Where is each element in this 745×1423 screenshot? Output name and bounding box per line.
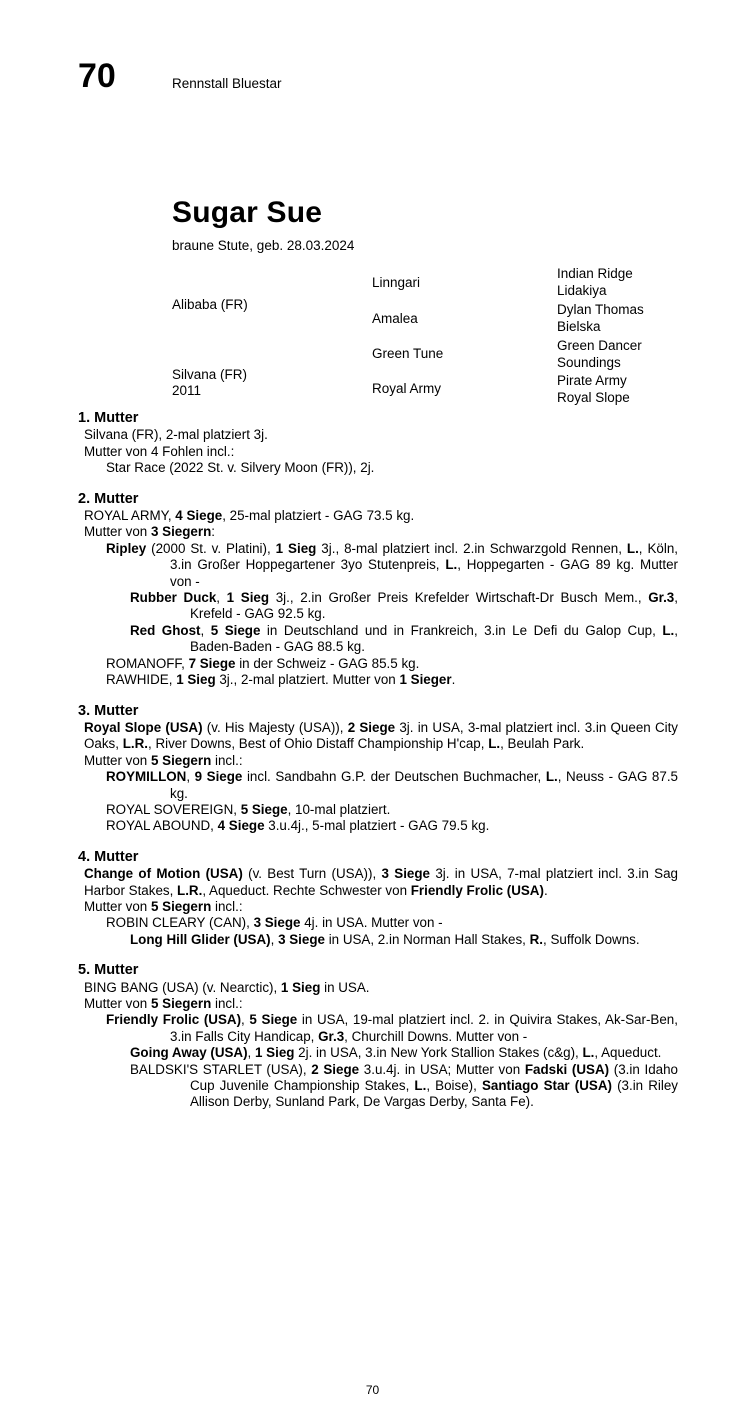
pedigree-line: Rubber Duck, 1 Sieg 3j., 2.in Großer Preis Krefelder Wirtschaft-Dr Busch Mem., Gr.3, Krefeld - GAG 92.5 kg. [130, 590, 678, 622]
pedigree-line: Royal Slope (USA) (v. His Majesty (USA)), 2 Siege 3j. in USA, 3-mal platziert incl. 3.in Queen City Oaks, L.R., River Downs, Best of Ohio Distaff Championship H'cap, L., Beulah Park. [84, 719, 678, 752]
section-title: 2. Mutter [78, 490, 139, 507]
pedigree-dam: Silvana (FR) [172, 367, 248, 382]
section-title: 5. Mutter [78, 962, 139, 979]
pedigree-gen3-h: Royal Slope [557, 390, 630, 405]
pedigree-line: RAWHIDE, 1 Sieg 3j., 2-mal platziert. Mutter von 1 Sieger. [106, 672, 456, 688]
pedigree-gen3-f: Soundings [557, 355, 621, 370]
pedigree-text-body [78, 410, 678, 1111]
pedigree-gen3-g: Pirate Army [557, 373, 627, 388]
catalog-page [0, 58, 745, 1423]
pedigree-line: Mutter von 5 Siegern incl.: [84, 996, 243, 1011]
section-title: 3. Mutter [78, 702, 139, 719]
pedigree-line: Change of Motion (USA) (v. Best Turn (USA)), 3 Siege 3j. in USA, 7-mal platziert incl. 3.in Sag Harbor Stakes, L.R., Aqueduct. Rechte Schwester von Friendly Frolic (USA). [84, 866, 678, 898]
pedigree-line: Star Race (2022 St. v. Silvery Moon (FR)), 2j. [106, 460, 375, 476]
pedigree-line: ROYMILLON, 9 Siege incl. Sandbahn G.P. der Deutschen Buchmacher, L., Neuss - GAG 87.5 kg. [106, 769, 678, 801]
pedigree-dam-dam: Royal Army [372, 381, 442, 396]
pedigree-generation-1 [172, 261, 372, 406]
section-title: 4. Mutter [78, 848, 139, 865]
pedigree-line: Long Hill Glider (USA), 3 Siege in USA, 2.in Norman Hall Stakes, R., Suffolk Downs. [130, 931, 640, 947]
pedigree-gen3-a: Indian Ridge [557, 266, 633, 281]
consignor-name: Rennstall Bluestar [172, 76, 282, 91]
lot-number: 70 [78, 57, 116, 95]
horse-description: braune Stute, geb. 28.03.2024 [172, 238, 355, 253]
pedigree-dam-year: 2011 [172, 383, 202, 398]
section-title: 1. Mutter [78, 410, 139, 426]
horse-name: Sugar Sue [172, 196, 323, 229]
pedigree-line: ROYAL ABOUND, 4 Siege 3.u.4j., 5-mal platziert - GAG 79.5 kg. [106, 818, 490, 834]
pedigree-generation-3 [557, 261, 707, 406]
pedigree-dam-sire: Green Tune [372, 346, 444, 361]
pedigree-line: Red Ghost, 5 Siege in Deutschland und in Frankreich, 3.in Le Defi du Galop Cup, L., Baden-Baden - GAG 88.5 kg. [130, 622, 678, 655]
pedigree-sire-dam: Amalea [372, 311, 418, 326]
pedigree-line: Silvana (FR), 2-mal platziert 3j. [84, 427, 268, 443]
pedigree-gen3-b: Lidakiya [557, 283, 607, 298]
pedigree-gen3-c: Dylan Thomas [557, 302, 644, 317]
pedigree-sire: Alibaba (FR) [172, 297, 248, 312]
pedigree-sire-sire: Linngari [372, 275, 421, 290]
pedigree-line: Mutter von 4 Fohlen incl.: [84, 443, 235, 459]
pedigree-line: ROMANOFF, 7 Siege in der Schweiz - GAG 85.5 kg. [106, 655, 420, 671]
pedigree-table [172, 261, 702, 406]
pedigree-line: Going Away (USA), 1 Sieg 2j. in USA, 3.in New York Stallion Stakes (c&g), L., Aqueduct. [130, 1045, 662, 1061]
pedigree-line: Mutter von 3 Siegern: [84, 524, 216, 540]
pedigree-line: ROYAL SOVEREIGN, 5 Siege, 10-mal platziert. [106, 801, 391, 817]
pedigree-line: Friendly Frolic (USA), 5 Siege in USA, 19-mal platziert incl. 2. in Quivira Stakes, Ak-Sar-Ben, 3.in Falls City Handicap, Gr.3, Churchill Downs. Mutter von - [106, 1012, 678, 1044]
pedigree-line: Mutter von 5 Siegern incl.: [84, 898, 243, 914]
pedigree-line: Mutter von 5 Siegern incl.: [84, 752, 243, 768]
pedigree-gen3-e: Green Dancer [557, 338, 642, 353]
pedigree-gen3-d: Bielska [557, 319, 601, 334]
pedigree-line: Ripley (2000 St. v. Platini), 1 Sieg 3j., 8-mal platziert incl. 2.in Schwarzgold Rennen, L., Köln, 3.in Großer Hoppegartener 3yo Stutenpreis, L., Hoppegarten - GAG 89 kg. Mutter von - [106, 540, 679, 589]
pedigree-generation-2 [372, 261, 554, 406]
pedigree-line: BING BANG (USA) (v. Nearctic), 1 Sieg in USA. [84, 979, 370, 995]
pedigree-line: ROYAL ARMY, 4 Siege, 25-mal platziert - GAG 73.5 kg. [84, 508, 415, 524]
page-footer: 70 [365, 1383, 380, 1397]
pedigree-line: BALDSKI'S STARLET (USA), 2 Siege 3.u.4j. in USA; Mutter von Fadski (USA) (3.in Idaho Cup Juvenile Championship Stakes, L., Boise), Santiago Star (USA) (3.in Riley Allison Derby, Sunland Park, De Vargas Derby, Santa Fe). [130, 1061, 678, 1110]
pedigree-line: ROBIN CLEARY (CAN), 3 Siege 4j. in USA. Mutter von - [106, 915, 443, 931]
page-header [0, 58, 745, 118]
